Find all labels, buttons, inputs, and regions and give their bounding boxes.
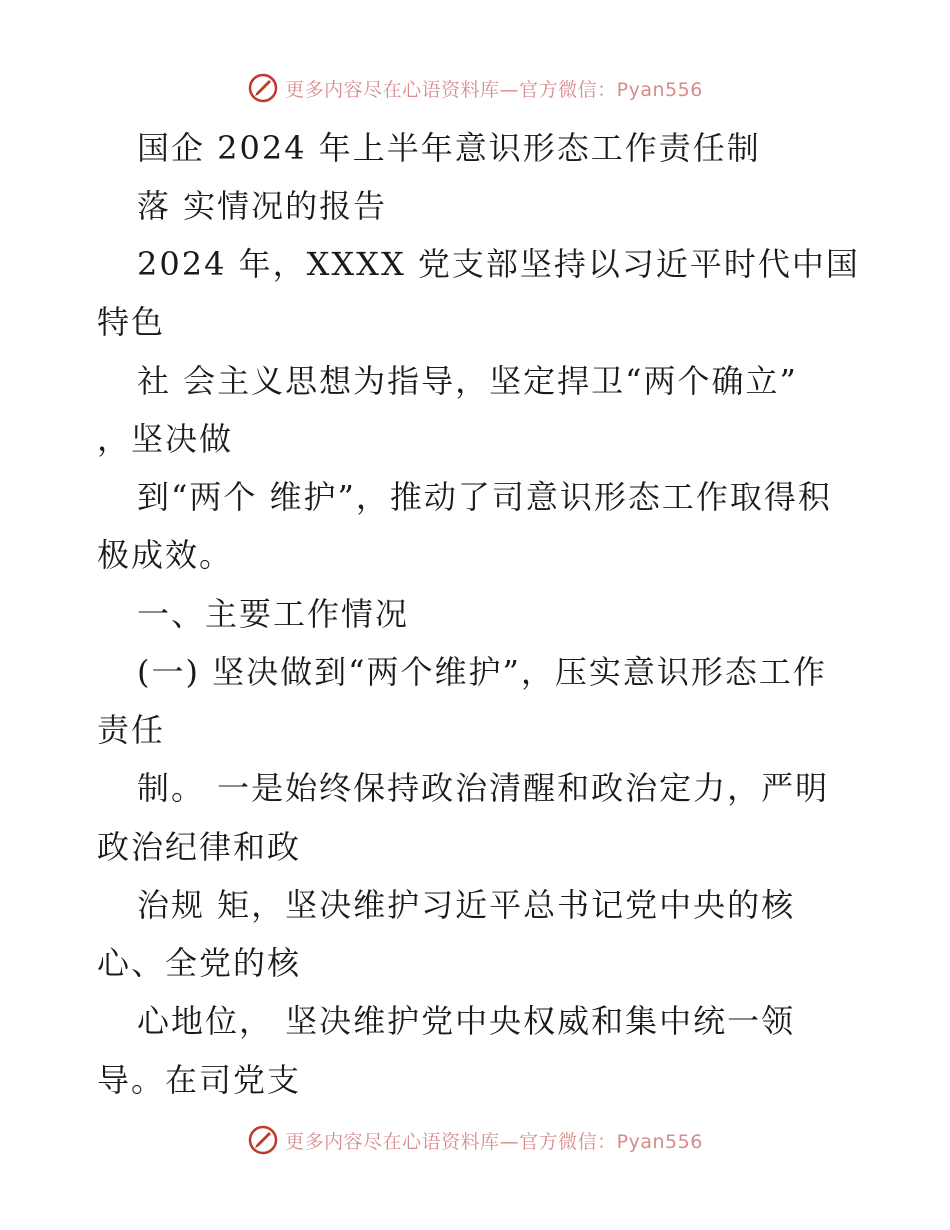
footer-watermark: [0, 1124, 950, 1156]
document-title-line-1: 国企 2024 年上半年意识形态工作责任制: [137, 129, 761, 167]
paragraph-line: 治规 矩，坚决维护习近平总书记党中央的核: [137, 886, 796, 924]
watermark-text: 更多内容尽在心语资料库—官方微信：Pyan556: [285, 78, 703, 101]
paragraph-line: ，坚决做: [97, 420, 234, 458]
paragraph-line: 极成效。: [97, 536, 234, 574]
paragraph-line: 责任: [97, 711, 166, 749]
paragraph-line: 制。 一是始终保持政治清醒和政治定力，严明: [137, 769, 830, 807]
section-heading: 一、主要工作情况: [137, 595, 410, 633]
paragraph-line: 到“两个 维护”，推动了司意识形态工作取得积: [137, 478, 832, 516]
watermark-text: 更多内容尽在心语资料库—官方微信：Pyan556: [285, 1130, 703, 1153]
paragraph-line: 心地位， 坚决维护党中央权威和集中统一领: [137, 1002, 796, 1040]
document-title-line-2: 落 实情况的报告: [137, 187, 388, 225]
library-logo-icon: [247, 72, 279, 104]
paragraph-line: 心、全党的核: [97, 944, 302, 982]
library-logo-icon: [247, 1124, 279, 1156]
subsection-heading: (一) 坚决做到“两个维护”，压实意识形态工作: [137, 653, 827, 691]
paragraph-line: 导。在司党支: [97, 1061, 302, 1099]
paragraph-line: 政治纪律和政: [97, 828, 302, 866]
paragraph-line: 2024 年，XXXX 党支部坚持以习近平时代中国: [137, 245, 860, 283]
header-watermark: [0, 72, 950, 104]
paragraph-line: 特色: [97, 303, 166, 341]
paragraph-line: 社 会主义思想为指导，坚定捍卫“两个确立”: [137, 362, 798, 400]
